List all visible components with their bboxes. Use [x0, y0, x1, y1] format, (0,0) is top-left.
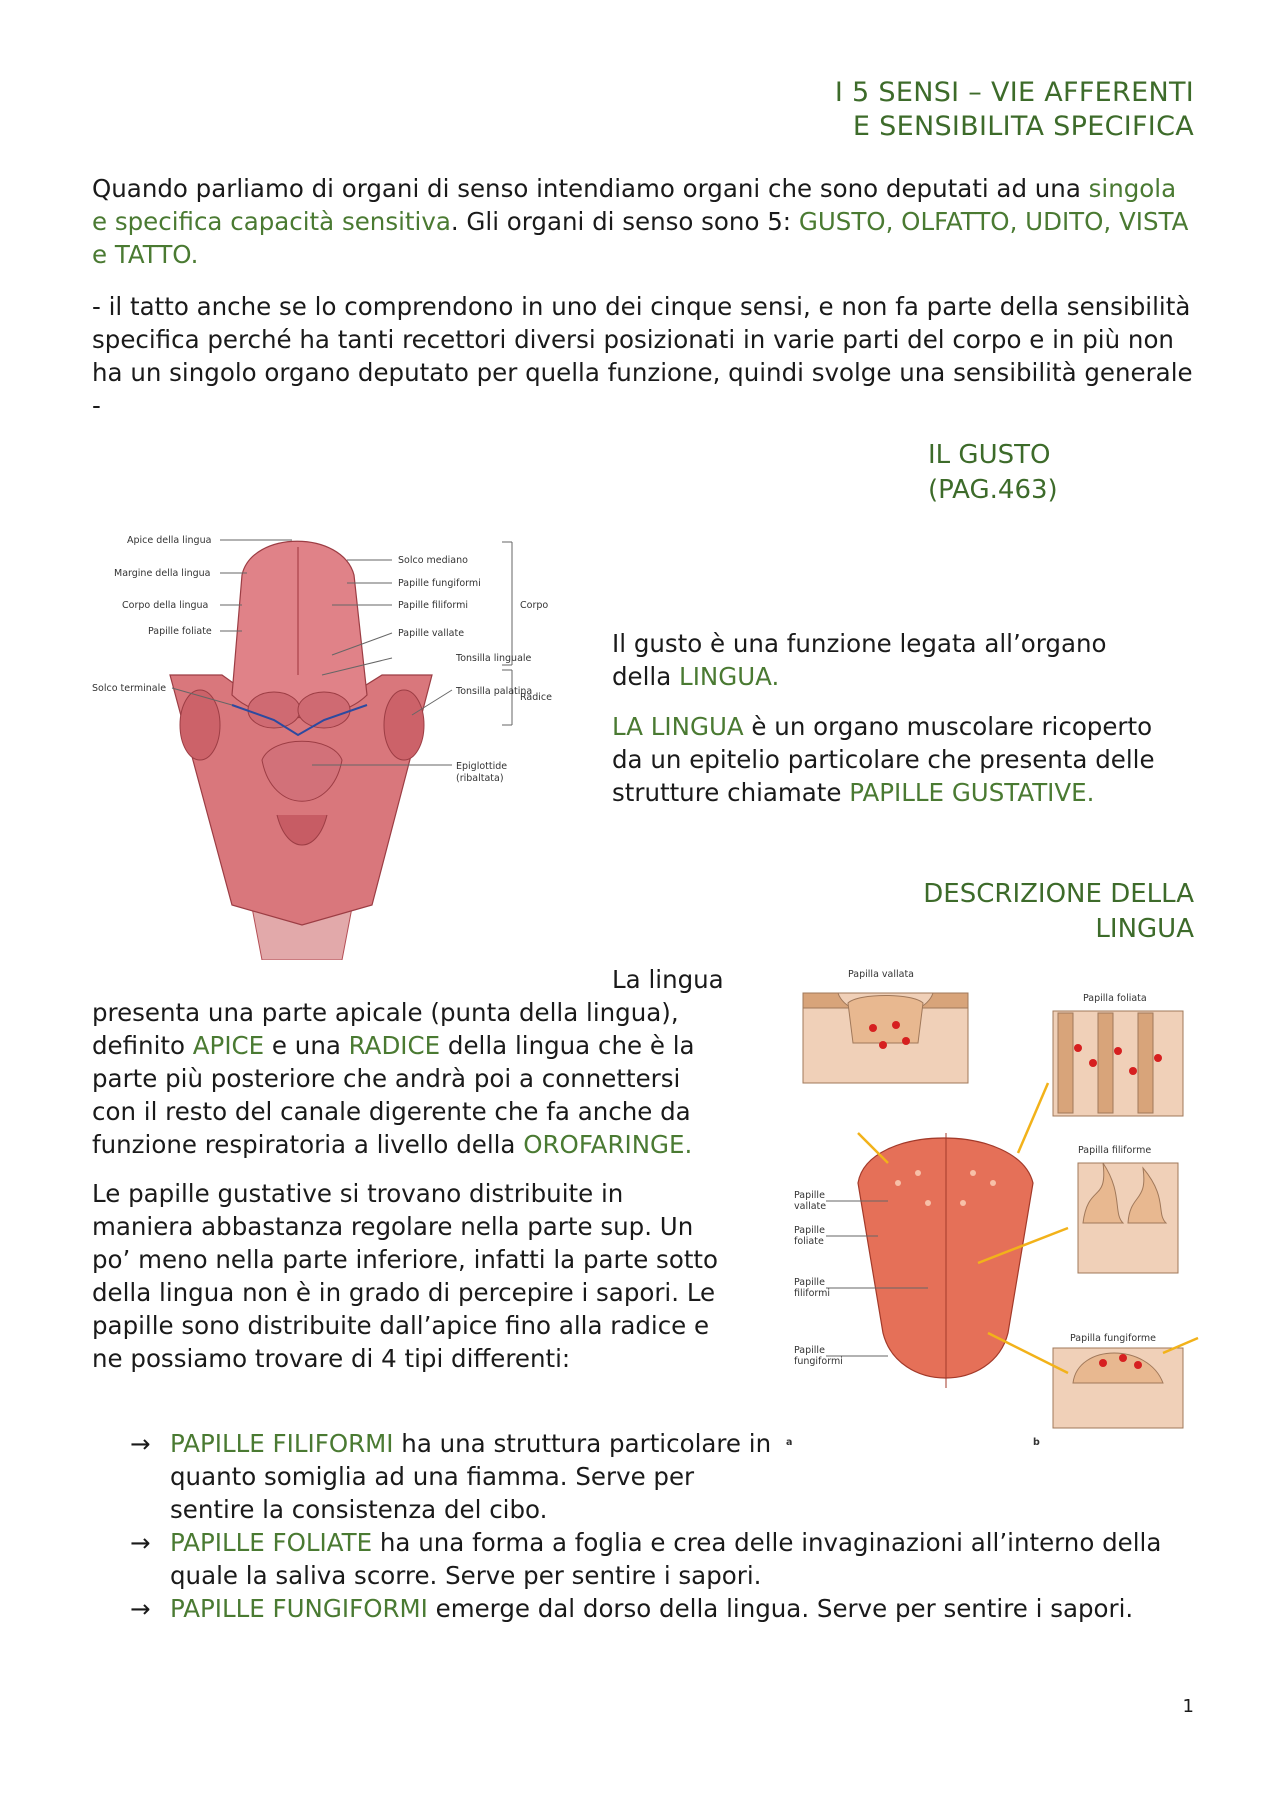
list-item: [120, 1592, 1200, 1625]
lingua-text-3: della lingua che è la parte più posteriore che andrà poi a connettersi con il resto del canale digerente che fa anche da funzione respiratoria a livello della: [92, 1031, 695, 1159]
lingua-highlight-orofaringe: OROFARINGE.: [523, 1130, 693, 1159]
tongue-papillae-illustration: [858, 1133, 1033, 1388]
label-papille-filiformi: Papille filiformi: [398, 600, 468, 611]
list-item: [120, 1526, 1200, 1592]
label-papilla-foliata: Papilla foliata: [1083, 993, 1147, 1004]
label-side-fungiformi: fungiformi: [794, 1356, 843, 1367]
descrizione-heading-line-2: LINGUA: [1095, 914, 1194, 944]
intro-highlight-senses: GUSTO, OLFATTO, UDITO, VISTA e TATTO.: [92, 207, 1189, 269]
label-group-corpo: Corpo: [520, 600, 549, 611]
gusto-highlight-papille: PAPILLE GUSTATIVE.: [849, 778, 1095, 807]
list-item-title: PAPILLE FOLIATE: [170, 1528, 373, 1557]
lingua-text-2: e una: [264, 1031, 349, 1060]
list-item-title: PAPILLE FUNGIFORMI: [170, 1594, 428, 1623]
palatine-tonsil-right: [384, 690, 424, 760]
tonsil-bump-right: [298, 692, 350, 728]
label-ribaltata: (ribaltata): [456, 773, 504, 784]
vallate-block-illustration: [803, 993, 968, 1083]
foliate-block-illustration: [1053, 1011, 1183, 1116]
label-apice-lingua: Apice della lingua: [127, 535, 212, 546]
gusto-highlight-lingua: LINGUA.: [679, 662, 780, 691]
gusto-text-block: [612, 627, 1172, 809]
tatto-note: - il tatto anche se lo comprendono in uno dei cinque sensi, e non fa parte della sensibilità specifica perché ha tanti recettori diversi posizionati in varie parti del corpo e in più non ha un singolo organo deputato per quella funzione, quindi svolge una sensibilità generale -: [92, 292, 1193, 420]
lingua-highlight-apice: APICE: [192, 1031, 265, 1060]
tonsil-bump-left: [248, 692, 300, 728]
fungiform-block-illustration: [1053, 1348, 1183, 1428]
filiform-block-illustration: [1078, 1163, 1178, 1273]
papille-paragraph: Le papille gustative si trovano distribuite in maniera abbastanza regolare nella parte sup. Un po’ meno nella parte inferiore, infatti la parte sotto della lingua non è in grado di percepire i sapori. Le papille sono distribuite dall’apice fino alla radice e ne possiamo trovare di 4 tipi differenti:: [92, 1179, 719, 1373]
page-number: 1: [1182, 1696, 1194, 1717]
label-side-papille-1: Papille: [794, 1190, 825, 1201]
lingua-paragraph: [92, 963, 732, 1161]
label-papille-fungiformi: Papille fungiformi: [398, 578, 481, 589]
label-side-filiformi: filiformi: [794, 1288, 831, 1299]
gusto-paragraph-1: [612, 627, 1172, 693]
label-papilla-fungiforme: Papilla fungiforme: [1070, 1333, 1156, 1344]
gusto-paragraph-2: [612, 710, 1172, 809]
title-line-1: I 5 SENSI – VIE AFFERENTI: [834, 77, 1194, 108]
label-panel-a: a: [786, 1437, 793, 1448]
gusto-text-1: Il gusto è una funzione legata all’organo della: [612, 629, 1107, 691]
lingua-first-words: La lingua: [612, 965, 724, 994]
gusto-heading: [928, 438, 1058, 508]
label-papilla-filiforme: Papilla filiforme: [1078, 1145, 1152, 1156]
list-item-text: emerge dal dorso della lingua. Serve per sentire i sapori.: [427, 1594, 1134, 1623]
intro-text-2: . Gli organi di senso sono 5:: [450, 207, 799, 236]
page-title: [835, 76, 1194, 144]
label-papilla-vallata: Papilla vallata: [848, 969, 915, 980]
lingua-text-1: presenta una parte apicale (punta della lingua), definito: [92, 998, 679, 1060]
lingua-body: [92, 996, 732, 1161]
palatine-tonsil-left: [180, 690, 220, 760]
list-item: [120, 1427, 1200, 1526]
label-papille-vallate: Papille vallate: [398, 628, 465, 639]
list-item-text: ha una struttura particolare in quanto somiglia ad una fiamma. Serve per sentire la consistenza del cibo.: [170, 1429, 772, 1524]
gusto-text-2: è un organo muscolare ricoperto da un epitelio particolare che presenta delle strutture chiamate: [612, 712, 1155, 807]
arrow-icon: →: [130, 1528, 151, 1557]
descrizione-heading: [923, 877, 1194, 947]
papillae-figure: [778, 963, 1208, 1448]
tongue-body: [232, 541, 367, 717]
label-side-vallate: vallate: [794, 1201, 827, 1212]
label-margine-lingua: Margine della lingua: [114, 568, 211, 579]
label-side-papille-4: Papille: [794, 1345, 825, 1356]
papille-list: [120, 1427, 1200, 1625]
label-side-papille-3: Papille: [794, 1277, 825, 1288]
intro-highlight-1: singola e specifica capacità sensitiva: [92, 174, 1177, 236]
list-item-title: PAPILLE FILIFORMI: [170, 1429, 394, 1458]
label-epiglottide: Epiglottide: [456, 761, 508, 772]
list-item-text: ha una forma a foglia e crea delle invaginazioni all’interno della quale la saliva scorre. Serve per sentire i sapori.: [170, 1528, 1162, 1590]
arrow-icon: →: [130, 1429, 151, 1458]
label-solco-mediano: Solco mediano: [398, 555, 468, 566]
label-side-foliate: foliate: [794, 1236, 824, 1247]
label-tonsilla-palatina: Tonsilla palatina: [456, 686, 533, 697]
title-line-2: E SENSIBILITA SPECIFICA: [852, 111, 1194, 142]
intro-text-1: Quando parliamo di organi di senso intendiamo organi che sono deputati ad una: [92, 174, 1089, 203]
lingua-highlight-radice: RADICE: [348, 1031, 441, 1060]
label-solco-terminale: Solco terminale: [92, 683, 167, 694]
label-papille-foliate: Papille foliate: [148, 626, 212, 637]
label-side-papille-2: Papille: [794, 1225, 825, 1236]
label-tonsilla-linguale: Tonsilla linguale: [456, 653, 532, 664]
label-corpo-lingua: Corpo della lingua: [122, 600, 209, 611]
descrizione-heading-line-1: DESCRIZIONE DELLA: [923, 879, 1194, 909]
intro-paragraph: [92, 172, 1192, 271]
gusto-heading-line-2: (PAG.463): [928, 475, 1058, 505]
label-group-radice: Radice: [520, 692, 552, 703]
arrow-icon: →: [130, 1594, 151, 1623]
tongue-anatomy-figure: [92, 525, 572, 960]
gusto-highlight-la-lingua: LA LINGUA: [612, 712, 744, 741]
gusto-heading-line-1: IL GUSTO: [928, 440, 1051, 470]
label-panel-b: b: [1033, 1437, 1040, 1448]
